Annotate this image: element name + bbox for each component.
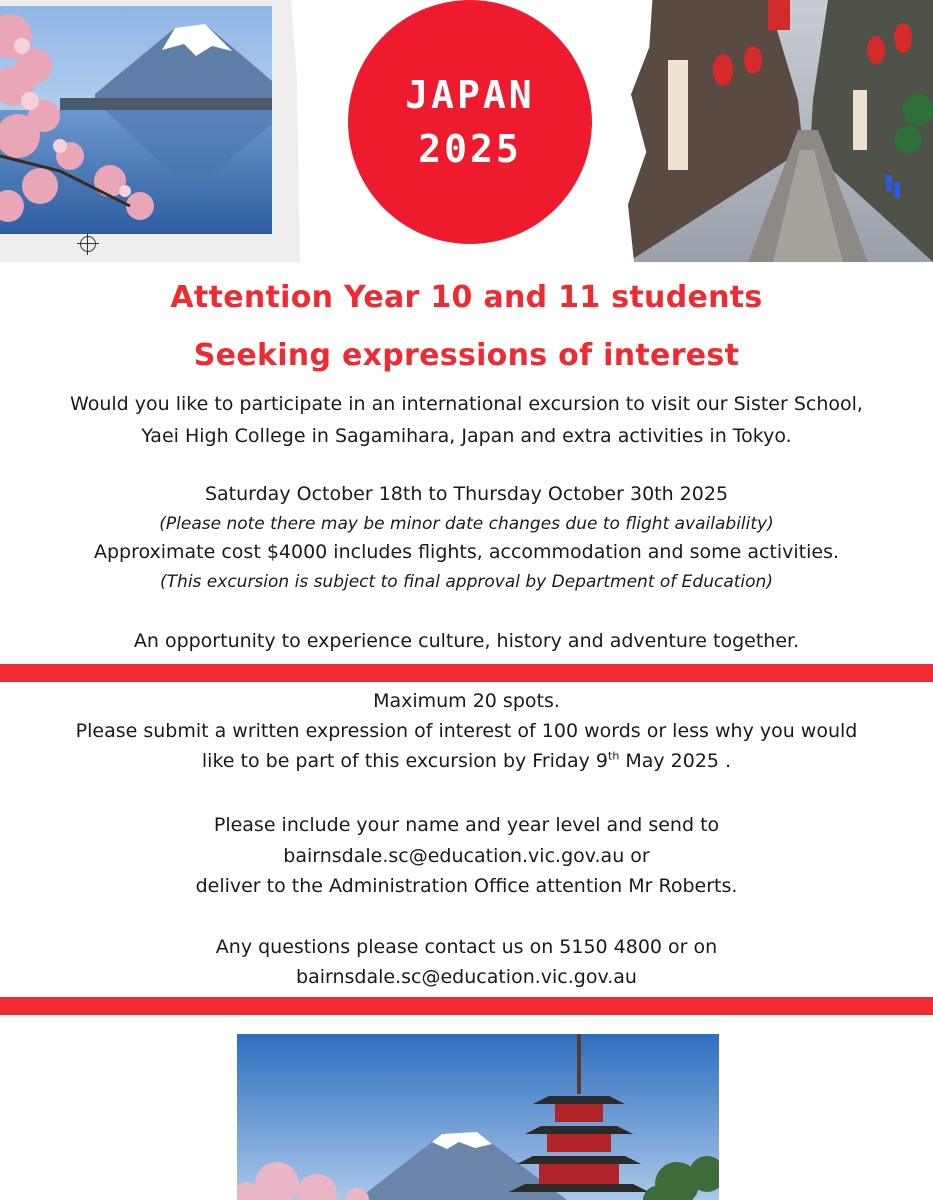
submission-deadline-text: like to be part of this excursion by Friday 9 (201, 750, 608, 772)
contact-email-2: bairnsdale.sc@education.vic.gov.au (296, 966, 637, 988)
divider-band-bottom (0, 997, 933, 1015)
max-spots: Maximum 20 spots. (373, 690, 560, 712)
opportunity-text: An opportunity to experience culture, history and adventure together. (133, 630, 800, 652)
date-note: (Please note there may be minor date changes due to flight availability) (159, 514, 774, 534)
submission-line-1: Please submit a written expression of interest of 100 words or less why you would (75, 720, 858, 742)
fuji-pagoda-photo (237, 1034, 719, 1200)
heading-attention: Attention Year 10 and 11 students (170, 280, 763, 315)
submission-deadline-month: May 2025 . (619, 750, 732, 772)
ordinal-suffix: th (608, 749, 620, 763)
contact-instructions: Please include your name and year level and send to (213, 814, 720, 836)
date-range: Saturday October 18th to Thursday October 30th 2025 (204, 483, 729, 505)
badge-line-1: JAPAN (405, 73, 535, 117)
intro-line-1: Would you like to participate in an international excursion to visit our Sister School, (70, 393, 863, 415)
cost-note: (This excursion is subject to final approval by Department of Education) (160, 572, 773, 592)
divider-band-top (0, 664, 933, 682)
contact-email-1: bairnsdale.sc@education.vic.gov.au or (283, 845, 650, 867)
submission-line-2 (0, 746, 933, 776)
japanese-street-photo (628, 0, 933, 262)
cost-text: Approximate cost $4000 includes flights, accommodation and some activities. (93, 541, 840, 563)
badge-line-2: 2025 (418, 127, 522, 171)
heading-seeking-interest: Seeking expressions of interest (193, 338, 740, 373)
intro-line-2: Yaei High College in Sagamihara, Japan and extra activities in Tokyo. (141, 425, 792, 447)
mount-fuji-lake-photo (0, 0, 300, 262)
contact-questions: Any questions please contact us on 5150 4800 or on (215, 936, 718, 958)
contact-delivery: deliver to the Administration Office attention Mr Roberts. (195, 875, 738, 897)
japan-2025-badge (348, 0, 592, 244)
registration-mark-icon (80, 236, 96, 252)
